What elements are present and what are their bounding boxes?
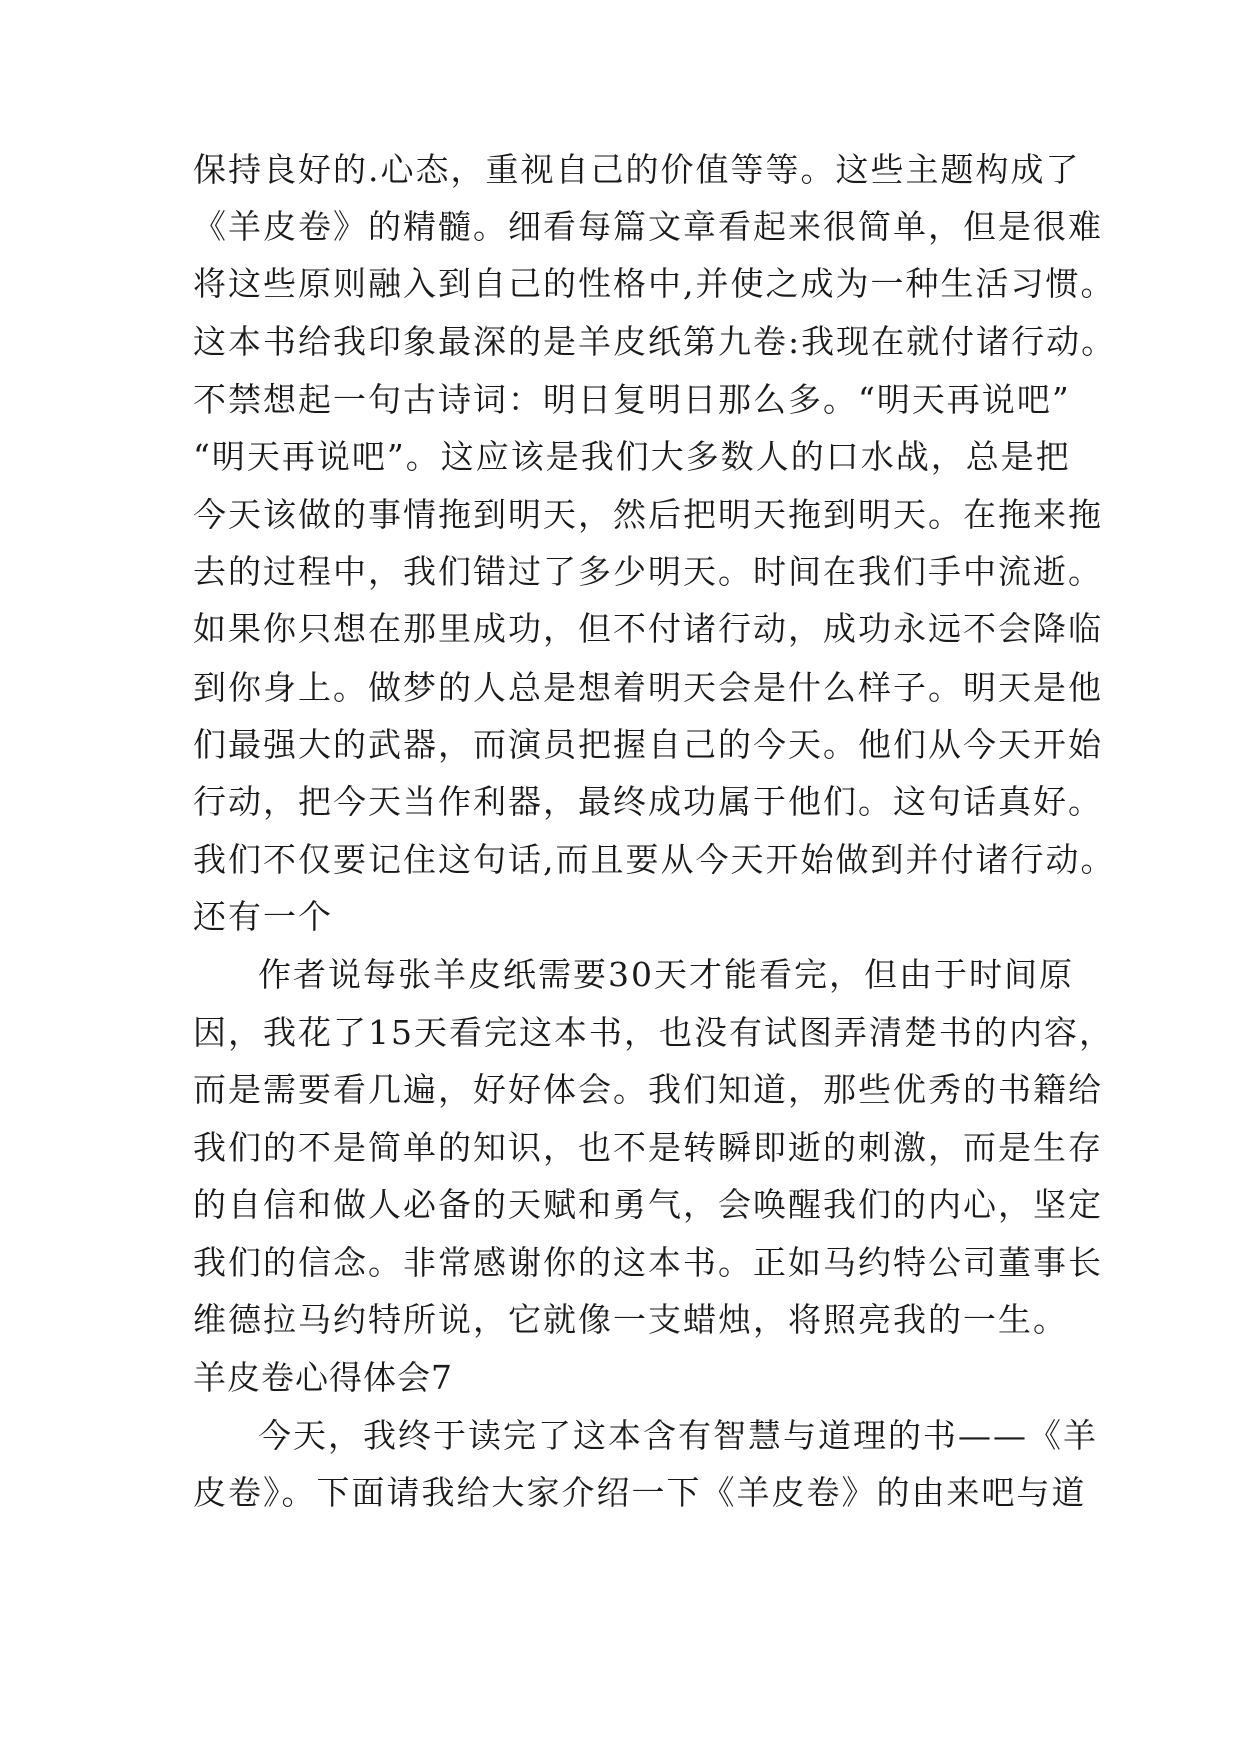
body-line: 的自信和做人必备的天赋和勇气，会唤醒我们的内心，坚定: [193, 1185, 1103, 1224]
body-line: 到你身上。做梦的人总是想着明天会是什么样子。明天是他: [193, 668, 1103, 707]
body-line: 们最强大的武器，而演员把握自己的今天。他们从今天开始: [193, 725, 1103, 764]
section-heading: 羊皮卷心得体会7: [193, 1358, 453, 1397]
body-line: 因，我花了15天看完这本书，也没有试图弄清楚书的内容，: [193, 1013, 1114, 1052]
paragraph-first-line: 今天，我终于读完了这本含有智慧与道理的书——《羊: [258, 1416, 1098, 1455]
body-line: 皮卷》。下面请我给大家介绍一下《羊皮卷》的由来吧与道: [193, 1473, 1087, 1512]
body-line: 行动，把今天当作利器，最终成功属于他们。这句话真好。: [193, 782, 1103, 821]
body-line: 今天该做的事情拖到明天，然后把明天拖到明天。在拖来拖: [193, 495, 1103, 534]
body-line: 我们的不是简单的知识，也不是转瞬即逝的刺激，而是生存: [193, 1128, 1103, 1167]
paragraph-first-line: 作者说每张羊皮纸需要30天才能看完，但由于时间原: [258, 955, 1074, 994]
body-line: 如果你只想在那里成功，但不付诸行动，成功永远不会降临: [193, 609, 1103, 648]
body-line: 将这些原则融入到自己的性格中,并使之成为一种生活习惯。: [193, 264, 1116, 303]
body-line: 保持良好的.心态，重视自己的价值等等。这些主题构成了: [193, 150, 1081, 189]
body-line: 不禁想起一句古诗词：明日复明日那么多。“明天再说吧”: [193, 380, 1071, 419]
body-line: 维德拉马约特所说，它就像一支蜡烛，将照亮我的一生。: [193, 1300, 1068, 1339]
body-line: 我们不仅要记住这句话,而且要从今天开始做到并付诸行动。: [193, 840, 1116, 879]
body-line: 《羊皮卷》的精髓。细看每篇文章看起来很简单，但是很难: [193, 207, 1103, 246]
body-line: 去的过程中，我们错过了多少明天。时间在我们手中流逝。: [193, 552, 1103, 591]
body-line: 这本书给我印象最深的是羊皮纸第九卷:我现在就付诸行动。: [193, 322, 1117, 361]
body-line: 我们的信念。非常感谢你的这本书。正如马约特公司董事长: [193, 1243, 1103, 1282]
body-line: 还有一个: [193, 897, 333, 936]
body-line: “明天再说吧”。这应该是我们大多数人的口水战，总是把: [193, 437, 1071, 476]
body-line: 而是需要看几遍，好好体会。我们知道，那些优秀的书籍给: [193, 1070, 1103, 1109]
